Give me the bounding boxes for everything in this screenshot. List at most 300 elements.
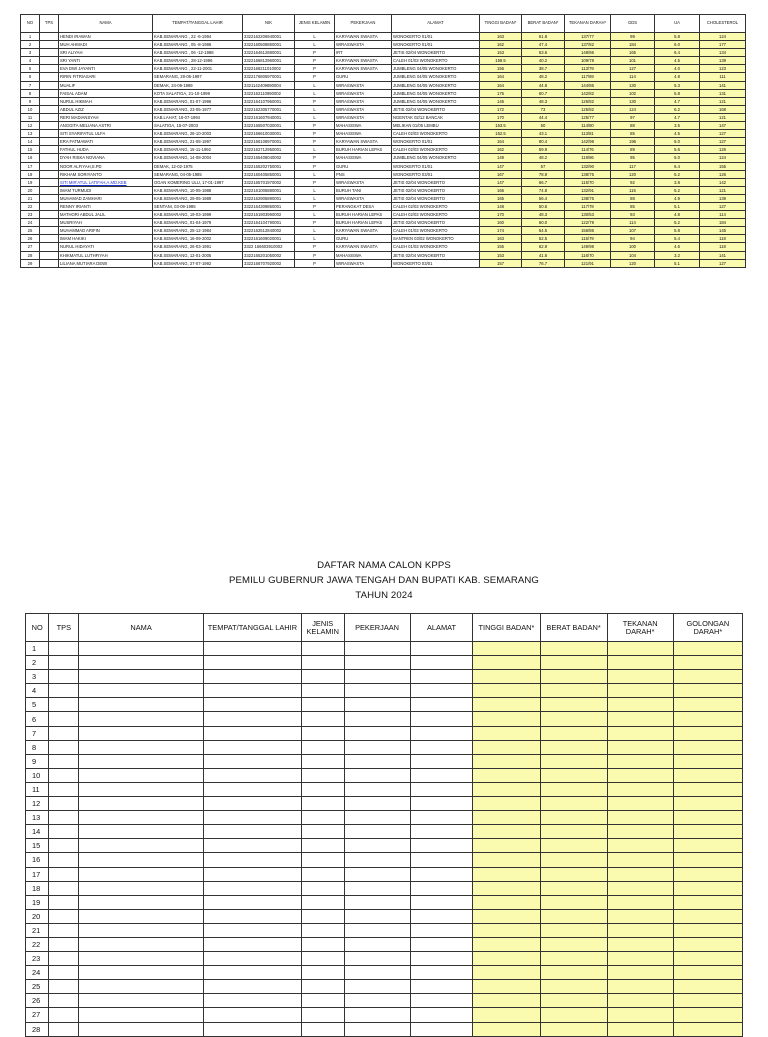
table-cell: DEMAK, 24-09-1989 xyxy=(153,81,243,89)
table-cell: 123 xyxy=(700,65,746,73)
table-cell: NURUL HIDAYATI xyxy=(59,243,153,251)
table-cell xyxy=(40,219,59,227)
table-cell: SRI ALIYAH xyxy=(59,49,153,57)
form-cell xyxy=(49,797,79,811)
table-cell: KAB.SEMARANG, 21-08-1997 xyxy=(153,138,243,146)
form-cell xyxy=(203,895,301,909)
table-cell: 3322166707920002 xyxy=(243,259,295,267)
form-cell xyxy=(673,754,742,768)
form-cell xyxy=(49,726,79,740)
form-cell xyxy=(344,952,410,966)
table-cell: 174 xyxy=(480,227,522,235)
table-cell: GURU xyxy=(335,73,392,81)
form-cell xyxy=(540,952,607,966)
table-row xyxy=(21,49,746,57)
form-cell xyxy=(673,867,742,881)
table-row xyxy=(21,243,746,251)
form-cell xyxy=(301,754,344,768)
form-cell xyxy=(79,937,204,951)
table-cell: 3322165408040002 xyxy=(243,154,295,162)
table-cell: KAB.SEMARANG , 05 -8-1986 xyxy=(153,41,243,49)
form-cell xyxy=(540,937,607,951)
table-cell: IMAM TURMUDI xyxy=(59,186,153,194)
table-cell: NGENTAK 02/12 BANCAK xyxy=(392,113,480,121)
table-cell: 85 xyxy=(611,202,655,210)
form-cell xyxy=(673,952,742,966)
table-cell: 184 xyxy=(700,219,746,227)
table-cell: 57 xyxy=(522,162,565,170)
table-cell: KAB.SEMARANG, 23-05-1977 xyxy=(153,105,243,113)
form-cell xyxy=(79,994,204,1008)
form-cell xyxy=(301,642,344,656)
form-cell xyxy=(79,740,204,754)
form-cell xyxy=(301,1008,344,1022)
table-cell: 149 xyxy=(480,154,522,162)
empty-kpps-form-table xyxy=(25,613,743,1037)
form-cell xyxy=(203,853,301,867)
form-cell xyxy=(673,642,742,656)
form-cell xyxy=(673,839,742,853)
table-cell: 102 xyxy=(611,89,655,97)
table-cell: 3322161609020001 xyxy=(243,235,295,243)
table-cell: RENNY IRIANTI xyxy=(59,202,153,210)
table-cell: WIRASWASTA xyxy=(335,89,392,97)
table-cell: 29 xyxy=(21,259,40,267)
table-cell: 15 xyxy=(21,146,40,154)
table-cell: 124 xyxy=(700,154,746,162)
form-cell xyxy=(344,797,410,811)
form-cell xyxy=(79,698,204,712)
form-cell xyxy=(540,853,607,867)
table-cell: 160 xyxy=(480,219,522,227)
form-cell xyxy=(301,937,344,951)
table-cell: 127 xyxy=(700,259,746,267)
form-cell xyxy=(49,966,79,980)
form-cell xyxy=(79,853,204,867)
form-cell xyxy=(49,923,79,937)
form-cell xyxy=(344,1008,410,1022)
table-cell: SANTREN 03/02 WONOKERTO xyxy=(392,235,480,243)
table-cell: 164 xyxy=(480,81,522,89)
column-header: ALAMAT xyxy=(392,15,480,33)
table-cell: 9 xyxy=(21,97,40,105)
table-row xyxy=(21,186,746,194)
form-cell xyxy=(79,642,204,656)
form-column-header: ALAMAT xyxy=(410,614,473,642)
form-cell xyxy=(473,937,540,951)
form-cell xyxy=(473,726,540,740)
table-cell: KARYAWAN SWASTA xyxy=(335,33,392,41)
table-cell xyxy=(40,194,59,202)
form-cell xyxy=(301,726,344,740)
table-cell: 3322165202750001 xyxy=(243,162,295,170)
table-cell: P xyxy=(295,162,335,170)
form-cell xyxy=(79,966,204,980)
table-cell: KAB.SEMARANG , 22-11-2001 xyxy=(153,65,243,73)
table-cell: 3322162305770001 xyxy=(243,105,295,113)
table-cell: 1 xyxy=(21,33,40,41)
form-cell xyxy=(410,1022,473,1036)
table-cell: 172 xyxy=(480,105,522,113)
table-cell: 117/78 xyxy=(565,202,611,210)
table-cell: MUH AHMADI xyxy=(59,41,153,49)
table-cell: 3322164612880001 xyxy=(243,49,295,57)
table-cell: WIRASWASTA xyxy=(335,41,392,49)
form-cell xyxy=(79,811,204,825)
table-cell: WIRASWASTA xyxy=(335,113,392,121)
table-cell: P xyxy=(295,49,335,57)
table-cell: 131 xyxy=(700,89,746,97)
form-cell xyxy=(49,740,79,754)
table-cell: BURUH HARIAN LEPAS xyxy=(335,219,392,227)
table-cell: MUSRIYAH xyxy=(59,219,153,227)
table-cell: PNS xyxy=(335,170,392,178)
form-cell xyxy=(49,1008,79,1022)
table-cell: CALEH 02/03 WONOKERTO xyxy=(392,130,480,138)
table-cell: 94 xyxy=(611,235,655,243)
table-cell: P xyxy=(295,73,335,81)
form-cell xyxy=(49,712,79,726)
table-cell: 74.8 xyxy=(522,186,565,194)
form-cell xyxy=(673,656,742,670)
table-cell: 125/82 xyxy=(565,105,611,113)
table-cell: L xyxy=(295,211,335,219)
table-cell: 162 xyxy=(480,146,522,154)
table-cell xyxy=(40,243,59,251)
table-cell: 3.2 xyxy=(655,251,700,259)
table-cell: 5.3 xyxy=(655,81,700,89)
form-cell xyxy=(607,656,673,670)
table-cell: WONOKERTO 03/01 xyxy=(392,170,480,178)
table-cell: KAB.SEMARANG , 28-12-1996 xyxy=(153,57,243,65)
table-cell: 126/82 xyxy=(565,97,611,105)
table-cell: 101 xyxy=(611,57,655,65)
table-cell xyxy=(40,251,59,259)
table-cell: CALEH 01/03 WONOKERTO xyxy=(392,243,480,251)
form-cell xyxy=(344,966,410,980)
table-cell: 3322166108970001 xyxy=(243,138,295,146)
table-cell: 80.4 xyxy=(522,138,565,146)
table-cell: 164 xyxy=(480,138,522,146)
table-cell: 40.2 xyxy=(522,57,565,65)
form-cell xyxy=(203,656,301,670)
table-cell: MAHASISWA xyxy=(335,122,392,130)
table-cell: 137/82 xyxy=(565,41,611,49)
table-cell: KAB.SEMARANG, 01-07-1996 xyxy=(153,97,243,105)
table-cell: 120 xyxy=(611,259,655,267)
form-row xyxy=(26,684,743,698)
form-cell xyxy=(301,853,344,867)
form-cell xyxy=(673,881,742,895)
table-cell: 5.8 xyxy=(655,89,700,97)
form-row xyxy=(26,811,743,825)
table-cell: JETIS 02/04 WONOKERTO xyxy=(392,194,480,202)
form-cell xyxy=(473,670,540,684)
form-cell xyxy=(344,740,410,754)
form-column-header: NAMA xyxy=(79,614,204,642)
form-cell xyxy=(301,881,344,895)
table-cell: 142/98 xyxy=(565,138,611,146)
table-cell: 27 xyxy=(21,243,40,251)
table-cell: 124 xyxy=(611,105,655,113)
column-header: NO xyxy=(21,15,40,33)
form-cell xyxy=(301,698,344,712)
table-cell: 38.7 xyxy=(522,65,565,73)
row-number: 17 xyxy=(26,867,49,881)
form-cell xyxy=(203,825,301,839)
form-cell xyxy=(344,937,410,951)
form-cell xyxy=(410,853,473,867)
form-cell xyxy=(49,782,79,796)
form-cell xyxy=(410,839,473,853)
table-row xyxy=(21,202,746,210)
table-cell: 60.0 xyxy=(522,219,565,227)
table-cell: KAB.SEMARANG, 29-05-1989 xyxy=(153,194,243,202)
form-cell xyxy=(540,881,607,895)
table-cell: MATHORI ABDUL JALIL xyxy=(59,211,153,219)
table-cell xyxy=(40,162,59,170)
form-cell xyxy=(301,1022,344,1036)
table-cell: SITI SYARIFATUL ULFA xyxy=(59,130,153,138)
table-cell: 5.2 xyxy=(655,170,700,178)
form-cell xyxy=(301,923,344,937)
form-cell xyxy=(344,684,410,698)
table-cell: 11 xyxy=(21,113,40,121)
form-cell xyxy=(540,782,607,796)
table-cell: KARYAWAN SWASTA xyxy=(335,57,392,65)
row-number: 1 xyxy=(26,642,49,656)
form-row xyxy=(26,952,743,966)
table-cell: 4.7 xyxy=(655,113,700,121)
form-cell xyxy=(301,895,344,909)
table-cell: JUMBLENG 04/05 WONOKERTO xyxy=(392,65,480,73)
form-cell xyxy=(410,782,473,796)
table-cell: 78.9 xyxy=(522,170,565,178)
form-cell xyxy=(473,1008,540,1022)
form-cell xyxy=(203,867,301,881)
form-cell xyxy=(673,712,742,726)
form-cell xyxy=(79,980,204,994)
form-cell xyxy=(49,867,79,881)
form-cell xyxy=(344,867,410,881)
table-cell: JUMBLENG 04/05 WONOKERTO xyxy=(392,89,480,97)
table-cell: 13 xyxy=(21,130,40,138)
table-cell: 4.0 xyxy=(655,65,700,73)
table-cell: 121/91 xyxy=(565,259,611,267)
form-cell xyxy=(607,839,673,853)
form-cell xyxy=(79,952,204,966)
table-cell: 163 xyxy=(480,33,522,41)
form-cell xyxy=(473,825,540,839)
table-cell: 138/75 xyxy=(565,170,611,178)
table-row xyxy=(21,154,746,162)
table-cell: 28 xyxy=(21,251,40,259)
form-cell xyxy=(673,853,742,867)
table-cell: 8 xyxy=(21,89,40,97)
table-cell: 63.6 xyxy=(522,49,565,57)
table-cell: KAB.SEMARANG, 14-08-2004 xyxy=(153,154,243,162)
row-number: 12 xyxy=(26,797,49,811)
table-cell: 18 xyxy=(21,170,40,178)
form-cell xyxy=(607,895,673,909)
table-cell: 156/86 xyxy=(565,227,611,235)
table-cell: 5.6 xyxy=(655,146,700,154)
table-cell: 23 xyxy=(21,211,40,219)
form-cell xyxy=(540,811,607,825)
table-cell: 146 xyxy=(480,97,522,105)
form-row xyxy=(26,1008,743,1022)
table-cell: MUALIF xyxy=(59,81,153,89)
table-cell: 14 xyxy=(21,138,40,146)
table-cell: P xyxy=(295,97,335,105)
table-cell: 20 xyxy=(21,186,40,194)
form-column-header: TPS xyxy=(49,614,79,642)
table-cell xyxy=(40,73,59,81)
form-cell xyxy=(473,966,540,980)
table-cell: P xyxy=(295,178,335,186)
form-cell xyxy=(344,994,410,1008)
form-cell xyxy=(607,698,673,712)
form-subtitle: PEMILU GUBERNUR JAWA TENGAH DAN BUPATI KAB. SEMARANG xyxy=(229,575,539,586)
form-cell xyxy=(203,994,301,1008)
form-cell xyxy=(344,726,410,740)
table-cell: RIKHAM SORIYANTO xyxy=(59,170,153,178)
table-cell: 142 xyxy=(700,178,746,186)
table-cell: 3322165507030001 xyxy=(243,122,295,130)
form-cell xyxy=(473,797,540,811)
form-cell xyxy=(301,797,344,811)
table-cell: SALATIGA, 15-07-2003 xyxy=(153,122,243,130)
form-cell xyxy=(203,740,301,754)
row-number: 20 xyxy=(26,909,49,923)
form-cell xyxy=(410,966,473,980)
table-cell: 127 xyxy=(611,65,655,73)
table-cell: MUHAMAD ZAMHARI xyxy=(59,194,153,202)
form-cell xyxy=(203,839,301,853)
table-cell: P xyxy=(295,130,335,138)
table-cell: KAB.SEMARANG, 16-09-2002 xyxy=(153,235,243,243)
form-row xyxy=(26,966,743,980)
form-cell xyxy=(673,684,742,698)
table-cell: 164 xyxy=(480,73,522,81)
table-cell: 5.2 xyxy=(655,219,700,227)
form-cell xyxy=(344,853,410,867)
table-cell: P xyxy=(295,154,335,162)
table-cell: P xyxy=(295,219,335,227)
table-cell: 175 xyxy=(480,89,522,97)
form-cell xyxy=(410,670,473,684)
row-number: 18 xyxy=(26,881,49,895)
table-cell: 61.8 xyxy=(522,33,565,41)
table-cell: 120 xyxy=(611,170,655,178)
table-cell: JETIS 02/04 WONOKERTO xyxy=(392,219,480,227)
column-header: NAMA xyxy=(59,15,153,33)
table-cell: 132/90 xyxy=(565,162,611,170)
form-cell xyxy=(203,980,301,994)
table-cell: 117 xyxy=(611,162,655,170)
table-cell: 116/70 xyxy=(565,251,611,259)
form-cell xyxy=(607,909,673,923)
table-cell: 3322165201050002 xyxy=(243,251,295,259)
form-cell xyxy=(410,740,473,754)
table-cell: 3322161005880001 xyxy=(243,186,295,194)
form-cell xyxy=(673,797,742,811)
form-cell xyxy=(607,867,673,881)
table-cell: MAHASISWA xyxy=(335,154,392,162)
table-cell: 5.1 xyxy=(655,259,700,267)
form-row xyxy=(26,923,743,937)
form-cell xyxy=(673,811,742,825)
table-cell: 3322161607940001 xyxy=(243,113,295,121)
table-cell: 4.5 xyxy=(655,130,700,138)
table-cell: L xyxy=(295,33,335,41)
column-header: PEKERJAAN xyxy=(335,15,392,33)
form-cell xyxy=(540,712,607,726)
table-cell: 99 xyxy=(611,33,655,41)
form-column-header: TEKANAN DARAH* xyxy=(607,614,673,642)
table-cell: P xyxy=(295,138,335,146)
form-cell xyxy=(410,712,473,726)
form-column-header: TEMPAT/TANGGAL LAHIR xyxy=(203,614,301,642)
table-cell: KAB.SEMARANG, 25-12-1984 xyxy=(153,227,243,235)
form-column-header: GOLONGAN DARAH* xyxy=(673,614,742,642)
table-cell: 4.5 xyxy=(655,57,700,65)
table-cell: P xyxy=(295,259,335,267)
table-cell xyxy=(40,130,59,138)
form-cell xyxy=(203,937,301,951)
table-row xyxy=(21,146,746,154)
table-cell xyxy=(40,146,59,154)
form-cell xyxy=(473,811,540,825)
table-cell: KAB.SEMARANG , 06 -12-1988 xyxy=(153,49,243,57)
row-number: 7 xyxy=(26,726,49,740)
table-cell xyxy=(40,33,59,41)
table-cell: 124 xyxy=(700,33,746,41)
form-row xyxy=(26,754,743,768)
table-cell: 44.8 xyxy=(522,81,565,89)
form-row xyxy=(26,642,743,656)
form-cell xyxy=(540,797,607,811)
form-cell xyxy=(473,740,540,754)
table-cell xyxy=(40,170,59,178)
form-cell xyxy=(607,1008,673,1022)
table-cell xyxy=(40,113,59,121)
table-cell: IMAM HAKIKI xyxy=(59,235,153,243)
form-cell xyxy=(344,642,410,656)
form-cell xyxy=(344,670,410,684)
table-cell: 144/86 xyxy=(565,81,611,89)
form-column-header: TINGGI BADAN* xyxy=(473,614,540,642)
table-cell: 19 xyxy=(21,178,40,186)
form-cell xyxy=(301,867,344,881)
table-cell: L xyxy=(295,89,335,97)
table-cell: 148 xyxy=(480,202,522,210)
form-cell xyxy=(344,1022,410,1036)
table-cell: 3322164309850001 xyxy=(243,202,295,210)
table-cell: 114 xyxy=(611,73,655,81)
form-row xyxy=(26,825,743,839)
form-cell xyxy=(49,952,79,966)
table-cell: 44.4 xyxy=(522,113,565,121)
form-cell xyxy=(607,881,673,895)
form-cell xyxy=(540,1008,607,1022)
form-cell xyxy=(410,768,473,782)
table-cell: 4.9 xyxy=(655,194,700,202)
form-cell xyxy=(473,782,540,796)
form-cell xyxy=(49,656,79,670)
table-row xyxy=(21,105,746,113)
table-cell: 48.2 xyxy=(522,154,565,162)
